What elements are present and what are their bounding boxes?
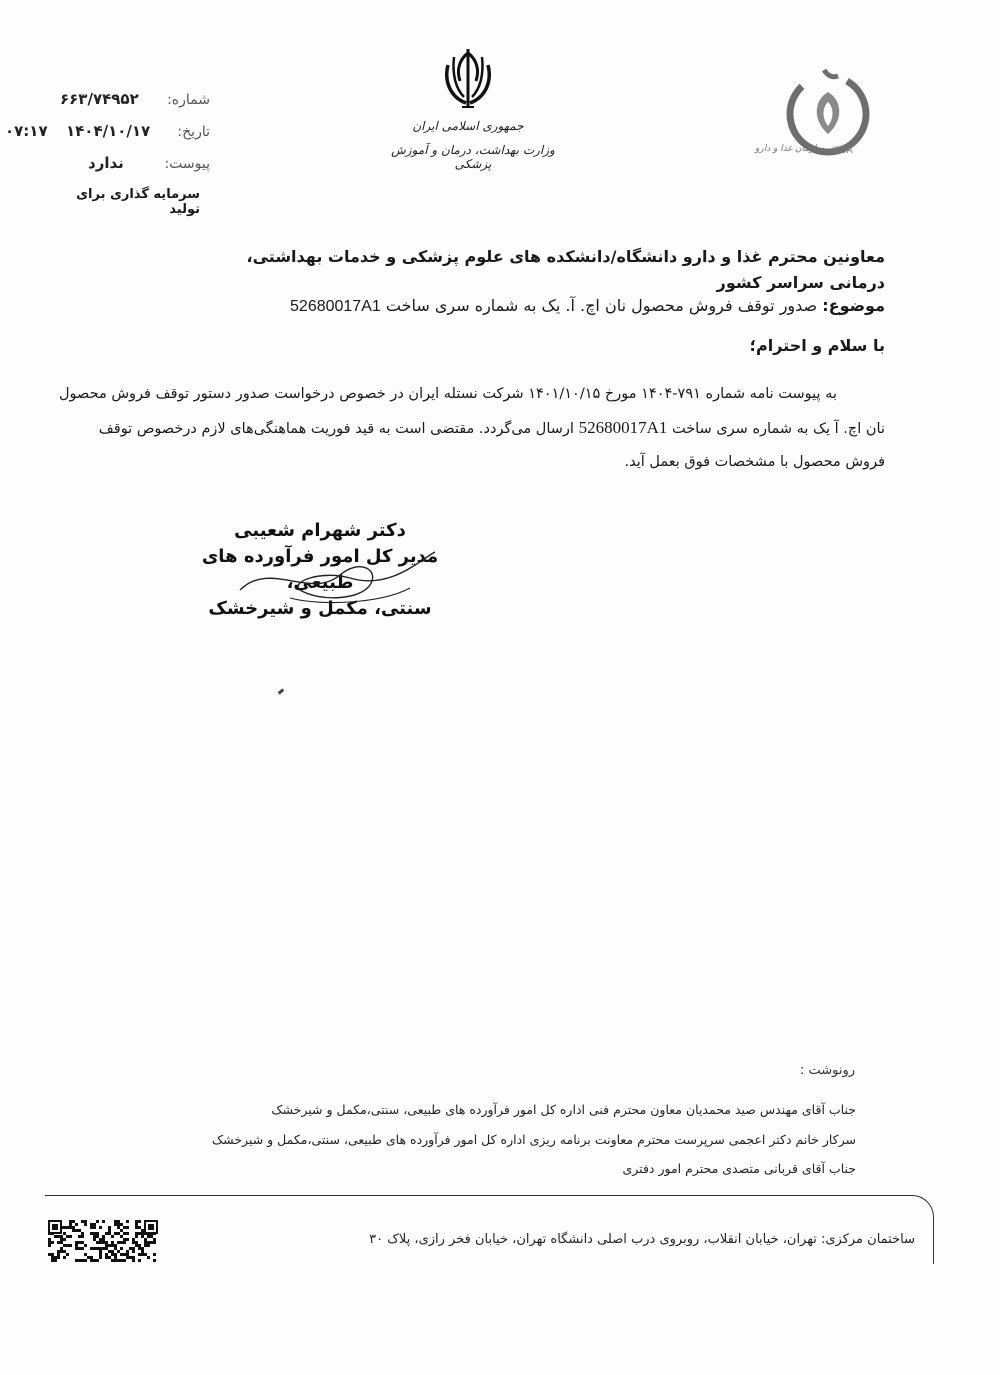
handwritten-signature xyxy=(230,540,450,610)
emblem-line2: وزارت بهداشت، درمان و آموزش پزشکی xyxy=(391,143,555,171)
body-code: 52680017A1 xyxy=(578,418,668,437)
greeting: با سلام و احترام؛ xyxy=(749,336,885,355)
stray-mark xyxy=(278,688,285,694)
attachment-row xyxy=(60,154,210,178)
subject-code: 52680017A1 xyxy=(290,298,381,315)
number-row xyxy=(60,90,210,114)
signer-name: دکتر شهرام شعیبی xyxy=(234,520,406,541)
ifda-caption-fa: سازمان غذا و دارو xyxy=(755,144,824,154)
emblem-icon xyxy=(438,45,498,115)
body-line-1: به پیوست نامه شماره ۷۹۱-۱۴۰۴ مورخ ۱۴۰۱/۱۰/۱۵ شرکت نستله ایران در خصوص درخواست صدور دستور توقف فروش محصول xyxy=(58,386,837,402)
body-line-2a: نان اچ. آ یک به شماره سری ساخت xyxy=(671,421,885,437)
iran-emblem xyxy=(438,45,498,115)
subject-label: موضوع: xyxy=(822,296,885,315)
date-row xyxy=(60,122,210,146)
qr-code-icon xyxy=(48,1220,158,1262)
signer-title-2: سنتی، مکمل و شیرخشک xyxy=(208,598,432,619)
cc-label: رونوشت : xyxy=(799,1063,855,1078)
date-value: ۱۴۰۴/۱۰/۱۷ xyxy=(66,122,151,140)
signer-title-1: مدیر کل امور فرآورده های طبیعی، xyxy=(201,546,439,593)
attachment-value: ندارد xyxy=(88,154,124,172)
date-label: تاریخ: xyxy=(177,124,210,140)
number-value: ۶۶۳/۷۴۹۵۲ xyxy=(60,90,139,108)
body-line-3: فروش محصول با مشخصات فوق بعمل آید. xyxy=(624,454,885,470)
footer-address: ساختمان مرکزی: تهران، خیابان انقلاب، روبروی درب اصلی دانشگاه تهران، خیابان فخر رازی، پلاک ۳۰ xyxy=(369,1232,915,1247)
letter-body xyxy=(55,378,885,479)
footer-frame xyxy=(45,1195,934,1264)
body-line-2b: ارسال می‌گردد. مقتضی است به قید فوریت هماهنگی‌های لازم درخصوص توقف xyxy=(98,421,574,437)
attachment-label: پیوست: xyxy=(164,156,210,172)
cc-line-2: سرکار خانم دکتر اعجمی سرپرست محترم معاونت برنامه ریزی اداره کل امور فرآورده های طبیعی، سنتی،مکمل و شیرخشک xyxy=(211,1132,856,1147)
addressee xyxy=(220,244,885,296)
subject-text: صدور توقف فروش محصول نان اچ. آ. یک به شماره سری ساخت xyxy=(385,296,818,315)
number-label: شماره: xyxy=(167,92,210,108)
addressee-text: معاونین محترم غذا و دارو دانشگاه/دانشکده های علوم پزشکی و خدمات بهداشتی، درمانی سراسر کشور xyxy=(246,247,885,292)
slogan: سرمایه گذاری برای تولید xyxy=(76,187,200,217)
cc-line-1: جناب آقای مهندس صید محمدیان معاون محترم فنی اداره کل امور فرآورده های طبیعی، سنتی،مکمل و شیرخشک xyxy=(271,1102,856,1117)
qr-code xyxy=(48,1220,158,1262)
ifda-caption-en: IFDA xyxy=(832,146,853,156)
emblem-line1: جمهوری اسلامی ایران xyxy=(412,119,524,133)
time-value: ۰۷:۱۷ xyxy=(5,122,48,140)
body-line-2 xyxy=(55,411,885,446)
cc-line-3: جناب آقای قربانی متصدی محترم امور دفتری xyxy=(622,1161,856,1176)
subject-line xyxy=(280,296,885,316)
